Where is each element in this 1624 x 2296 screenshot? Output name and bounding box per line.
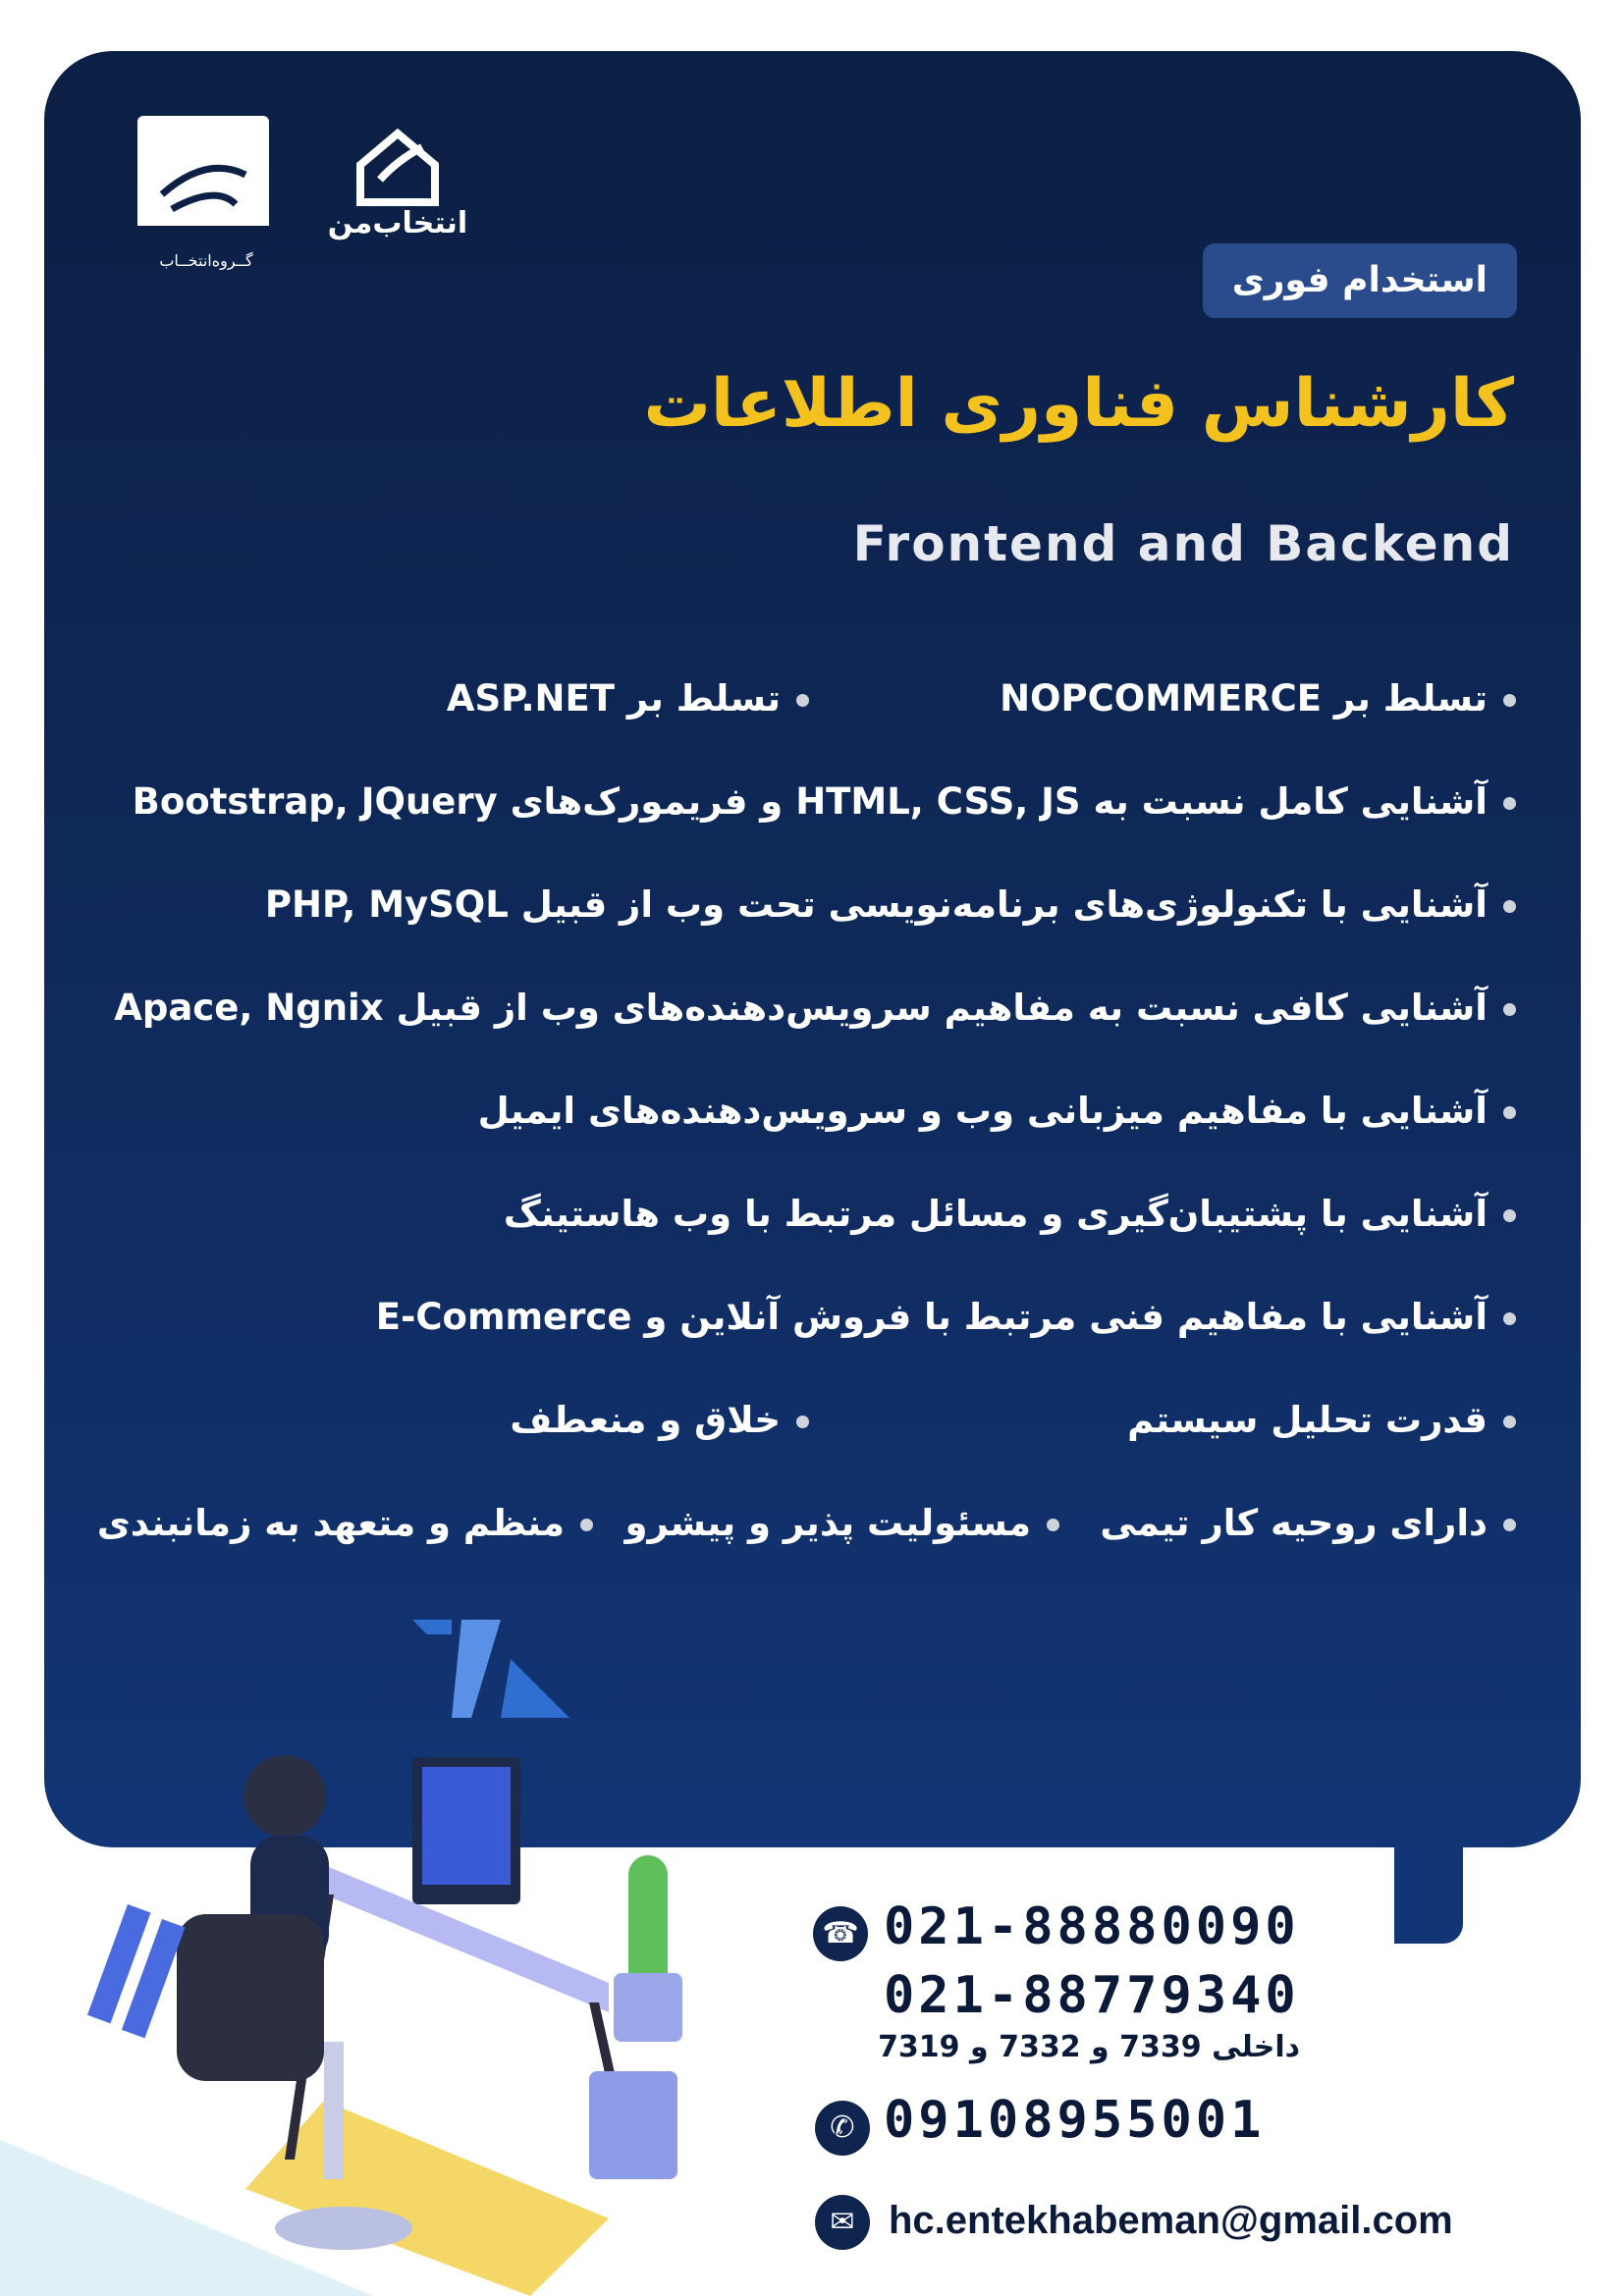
requirement-item bbox=[624, 1502, 1059, 1544]
requirement-text: آشنایی کافی نسبت به مفاهیم سرویس‌دهنده‌های وب از قبیل Apace, Ngnix bbox=[114, 987, 1488, 1029]
requirement-text: مسئولیت پذیر و پیشرو bbox=[624, 1502, 1031, 1544]
bullet-icon bbox=[1503, 1003, 1516, 1016]
requirement-item bbox=[510, 1399, 809, 1441]
bullet-icon bbox=[796, 1415, 809, 1428]
requirement-text: منظم و متعهد به زمانبندی bbox=[96, 1502, 565, 1544]
job-card bbox=[44, 51, 1581, 1847]
requirement-item bbox=[1127, 1399, 1516, 1441]
group-logo-caption: گــروه‌انتخــاب bbox=[159, 251, 253, 270]
bullet-icon bbox=[1503, 1209, 1516, 1222]
developer-illustration bbox=[0, 1728, 766, 2296]
group-logo-mark-icon bbox=[137, 116, 269, 243]
brand-logo-text: انتخاب‌من bbox=[327, 206, 468, 240]
group-logo bbox=[137, 116, 275, 270]
requirement-item bbox=[1000, 677, 1516, 720]
phone-extensions: داخلی 7339 و 7332 و 7319 bbox=[878, 2030, 1300, 2064]
requirement-item bbox=[1100, 1502, 1516, 1544]
phone-number-1[interactable]: 021-88880090 bbox=[884, 1897, 1300, 1956]
requirement-item bbox=[114, 987, 1516, 1029]
requirement-text: قدرت تحلیل سیستم bbox=[1127, 1399, 1488, 1441]
job-title: کارشناس فناوری اطلاعات bbox=[643, 365, 1514, 443]
email-icon: ✉ bbox=[815, 2195, 870, 2250]
requirement-item bbox=[97, 1502, 593, 1544]
bullet-icon bbox=[1503, 1519, 1516, 1531]
requirement-item bbox=[376, 1296, 1516, 1338]
code-symbol-icon bbox=[393, 1610, 589, 1737]
requirement-item bbox=[504, 1193, 1516, 1235]
bullet-icon bbox=[1503, 1312, 1516, 1325]
bullet-icon bbox=[1503, 900, 1516, 913]
card-tail bbox=[1394, 1826, 1463, 1944]
bullet-icon bbox=[1503, 1415, 1516, 1428]
requirement-text: آشنایی با پشتیبان‌گیری و مسائل مرتبط با وب هاستینگ bbox=[503, 1193, 1488, 1235]
requirement-text: آشنایی با مفاهیم فنی مرتبط با فروش آنلاین و E-Commerce bbox=[375, 1296, 1488, 1338]
requirement-text: آشنایی کامل نسبت به HTML, CSS, JS و فریمورک‌های Bootstrap, JQuery bbox=[132, 780, 1488, 823]
phone-number-2[interactable]: 021-88779340 bbox=[884, 1966, 1300, 2025]
mobile-number[interactable]: 09108955001 bbox=[884, 2091, 1266, 2150]
bullet-icon bbox=[1503, 797, 1516, 810]
bullet-icon bbox=[580, 1519, 593, 1531]
requirement-text: آشنایی با تکنولوژی‌های برنامه‌نویسی تحت وب از قبیل PHP, MySQL bbox=[264, 883, 1488, 926]
whatsapp-icon: ✆ bbox=[815, 2101, 870, 2156]
requirement-text: آشنایی با مفاهیم میزبانی وب و سرویس‌دهنده‌های ایمیل bbox=[477, 1090, 1488, 1132]
bullet-icon bbox=[1503, 1106, 1516, 1119]
urgent-hiring-badge: استخدام فوری bbox=[1203, 243, 1517, 318]
requirement-item bbox=[133, 780, 1516, 823]
bullet-icon bbox=[796, 694, 809, 707]
house-icon bbox=[299, 126, 496, 214]
job-subtitle: Frontend and Backend bbox=[852, 515, 1514, 572]
requirement-text: خلاق و منعطف bbox=[510, 1399, 781, 1441]
requirement-item bbox=[478, 1090, 1516, 1132]
requirement-item bbox=[447, 677, 809, 720]
email-address[interactable]: hc.entekhabeman@gmail.com bbox=[889, 2199, 1453, 2242]
bullet-icon bbox=[1047, 1519, 1059, 1531]
brand-logo bbox=[299, 126, 496, 263]
requirement-item bbox=[265, 883, 1516, 926]
requirement-text: دارای روحیه کار تیمی bbox=[1100, 1502, 1488, 1544]
requirement-text: تسلط بر ASP.NET bbox=[446, 677, 781, 720]
requirement-text: تسلط بر NOPCOMMERCE bbox=[1000, 677, 1488, 720]
bullet-icon bbox=[1503, 694, 1516, 707]
phone-icon: ☎ bbox=[813, 1906, 868, 1961]
